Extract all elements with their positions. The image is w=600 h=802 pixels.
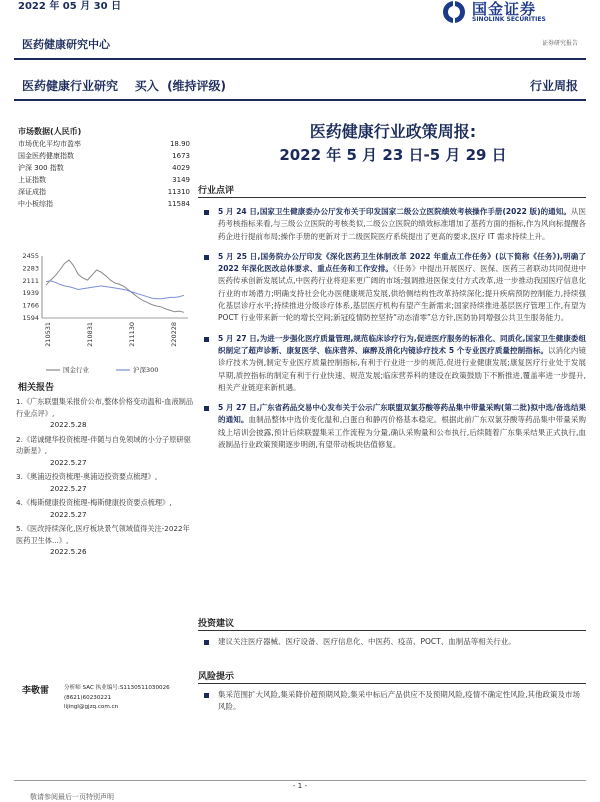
market-row [18, 150, 190, 162]
comment-item [198, 251, 586, 325]
related-reports-heading: 相关报告 [18, 383, 55, 393]
divider [14, 99, 586, 101]
index-chart [16, 238, 194, 378]
page-number: - 1 - [293, 782, 307, 790]
market-value: 1673 [172, 152, 190, 160]
market-label: 中小板综指 [18, 200, 53, 208]
market-row [18, 162, 190, 174]
market-value: 4029 [172, 164, 190, 172]
risk-text: 集采范围扩大风险,集采降价超预期风险,集采中标后产品供应不及预期风险,疫情不确定性风险,其他政策及市场风险。 [198, 689, 586, 714]
market-data-heading: 市场数据(人民币) [18, 127, 82, 136]
y-tick-label: 1766 [22, 301, 39, 310]
report-type-bar [14, 73, 586, 99]
divider [198, 197, 586, 198]
department-name: 医药健康研究中心 [22, 38, 110, 51]
market-row [18, 138, 190, 150]
market-label: 市场优化平均市盈率 [18, 140, 81, 148]
logo-mark-icon [442, 0, 466, 24]
comment-highlight: 5 月 24 日,国家卫生健康委办公厅发布关于印发国家二级公立医院绩效考核操作手册(2022 版)的通知。 [218, 207, 571, 216]
author-info [64, 684, 194, 713]
related-report-date: 2022.5.28 [50, 420, 87, 429]
market-label: 国金医药健康指数 [18, 152, 74, 160]
divider [14, 58, 586, 60]
divider [198, 630, 586, 631]
related-report-date: 2022.5.27 [50, 483, 87, 493]
market-data-table [18, 138, 190, 210]
comment-body: 从医药考核指标来看,与三级公立医院的考核类似,二级公立医院的绩效标准增加了基药方面的指标,作为风向标提醒各药企进行提前布局;操作手册的更新对于二级医院医疗系统提出了更高的要求,医疗 IT 需求持续上升。 [218, 207, 586, 241]
related-report-item[interactable] [16, 471, 194, 494]
footer-divider [14, 780, 586, 781]
x-tick-label: 220228 [170, 322, 178, 347]
industry-rating: 医药健康行业研究 买入 (维持评级) [22, 79, 227, 93]
related-report-title: 4.《梅斯健康投资梳理-梅斯健康投资要点梳理》, [16, 498, 172, 507]
y-tick-label: 2283 [22, 264, 39, 273]
comment-item [198, 402, 586, 451]
related-report-item[interactable] [16, 523, 194, 558]
comment-highlight: 5 月 27 日,广东省药品交易中心发布关于公示广东联盟双氯芬酸等药品集中带量采购(第二批)拟中选/备选结果的通知。 [218, 403, 586, 425]
legend-label: 国金行业 [63, 366, 89, 374]
author-sac: 分析师 SAC 执业编号:S1130511030026 [64, 685, 170, 691]
comment-body: 血制品整体中选价变化温和,白蛋白和静丙价格基本稳定。根据此前广东双氯芬酸等药品集中带量采购线上培训会披露,预计后续联盟集采工作流程为分量,确认采购量和公布执行,后续随着广东集采结果正式执行,血液制品行业政策预期逐步明朗,有望带动板块估值修复。 [218, 415, 586, 450]
section-heading-invest: 投资建议 [198, 619, 235, 629]
related-report-title: 2.《诺诚健华投资梳理-伴随与自免领域的小分子原研驱动新星》, [16, 434, 191, 455]
market-label: 深证成指 [18, 188, 46, 196]
market-row [18, 186, 190, 198]
related-report-item[interactable] [16, 434, 194, 469]
company-logo [442, 0, 582, 30]
x-tick-label: 211130 [128, 322, 136, 347]
risk-warning [198, 689, 586, 714]
footer-note: 敬请参阅最后一页特别声明 [30, 793, 114, 801]
related-report-date: 2022.5.26 [50, 547, 87, 556]
comment-list [198, 206, 586, 459]
legend-label: 沪深300 [133, 366, 159, 374]
invest-advice [198, 636, 586, 648]
market-row [18, 198, 190, 210]
logo-en-text: SINOLINK SECURITIES [472, 16, 546, 23]
report-type: 行业周报 [529, 79, 578, 93]
related-report-title: 1.《广东联盟集采报价公布,整体价格变动温和-血液制品行业点评》, [16, 397, 194, 418]
market-row [18, 174, 190, 186]
x-tick-label: 210831 [86, 322, 94, 347]
y-tick-label: 2111 [22, 276, 39, 285]
related-report-date: 2022.5.27 [50, 457, 87, 467]
comment-item [198, 206, 586, 243]
x-tick-label: 210531 [44, 322, 52, 347]
page-title: 医药健康行业政策周报: [309, 122, 477, 141]
comment-highlight: 5 月 25 日,国务院办公厅印发《深化医药卫生体制改革 2022 年重点工作任务》(以下简称《任务》),明确了 2022 年深化医改总体要求、重点任务和工作安排。 [218, 251, 586, 274]
comment-body: 以消化内镜诊疗技术为例,制定专业医疗质量控制指标,有利于行业进一步的规范,促进行业健康发展;康复医疗行业处于发展早期,质控指标的制定有利于行业快速、规范发展;临床营养科的建设在政策鼓励下不断推进,覆盖率进一步提升,相关产业链迎来新机遇。 [218, 345, 586, 392]
logo-cn-text: 国金证券 [472, 0, 537, 18]
invest-text: 建议关注医疗器械、医疗设备、医疗信息化、中医药、疫苗、POCT、血制品等相关行业。 [198, 636, 586, 648]
y-tick-label: 1594 [22, 314, 39, 322]
divider [198, 683, 586, 684]
y-tick-label: 2455 [22, 252, 39, 260]
author-name: 李敬雷 [22, 686, 50, 696]
market-value: 18.90 [169, 140, 190, 148]
comment-item [198, 333, 586, 394]
market-label: 沪深 300 指数 [18, 164, 64, 172]
author-phone: (8621)60230221 [64, 694, 112, 701]
report-date: 2022 年 05 月 30 日 [18, 1, 122, 12]
comment-body: 《任务》中提出开展医疗、医保、医药三者联动共同促进中医药传承创新发展试点,中医药行业将迎来更广阔的市场;强调推进医保支付方式改革,进一步推动我国医疗信息化行业的市场潜力;明确支持社会化办医健康规范发展,供给侧结构性改革持续深化;提升疾病预防控制能力,持续强化基层诊疗水平;持续推进分级诊疗体系,基层医疗机构有望产生新需求;国家持续推进基层医疗管理工作,有望为 POCT 行业带来新一轮的增长空间;新冠疫情防控坚持“动态清零”总方针,医防协同增强公共卫生服务能力。 [218, 264, 587, 323]
y-tick-label: 1939 [22, 289, 39, 298]
related-report-title: 5.《医改持续深化,医疗板块景气领域值得关注-2022年医药卫生体...》, [16, 524, 190, 545]
section-heading-risk: 风险提示 [198, 672, 235, 682]
author-email[interactable]: lijingl@gjzq.com.cn [64, 704, 119, 710]
related-report-item[interactable] [16, 497, 194, 520]
page-subtitle: 2022 年 5 月 23 日-5 月 29 日 [279, 146, 507, 164]
market-value: 3149 [172, 176, 190, 184]
market-value: 11584 [167, 200, 190, 208]
market-value: 11310 [167, 188, 190, 196]
market-label: 上证指数 [18, 176, 46, 184]
related-report-item[interactable] [16, 396, 194, 431]
related-report-date: 2022.5.27 [50, 509, 87, 519]
section-heading-comments: 行业点评 [198, 186, 235, 196]
related-reports-list [16, 396, 194, 561]
logo-subtitle: 证券研究报告 [541, 40, 578, 47]
comment-highlight: 5 月 27 日,为进一步强化医疗质量管理,规范临床诊疗行为,促进医疗服务的标准化、同质化,国家卫生健康委组织制定了超声诊断、康复医学、临床营养、麻醉及消化内镜诊疗技术 5 个专业医疗质量控制指标。 [218, 333, 586, 355]
related-report-title: 3.《奥浦迈投资梳理-奥浦迈投资要点梳理》, [16, 472, 158, 481]
